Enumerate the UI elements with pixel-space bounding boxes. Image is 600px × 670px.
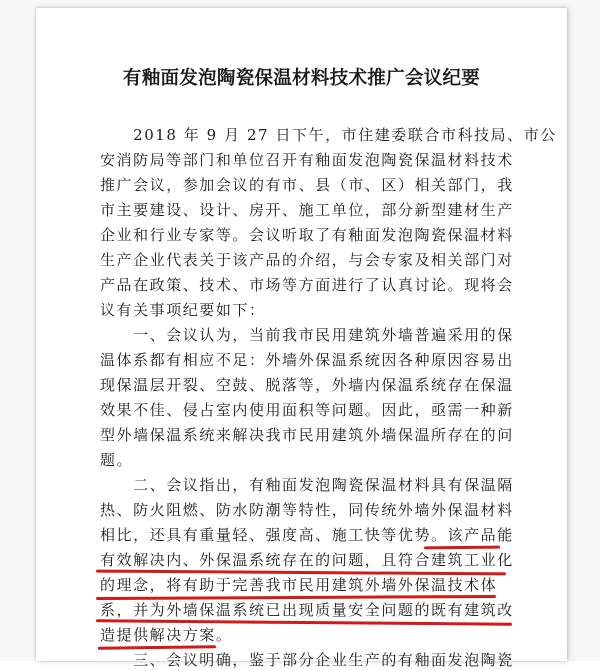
document-title: 有釉面发泡陶瓷保温材料技术推广会议纪要 (122, 68, 481, 89)
paragraph-line: 2018 年 9 月 27 日下午，市住建委联合市科技局、市公 (100, 126, 557, 144)
paragraph-line: 有效解决内、外保温系统存在的问题，且符合建筑工业化 (100, 551, 514, 569)
paragraph-line: 的理念，将有助于完善我市民用建筑外墙外保温技术体 (100, 576, 498, 594)
document-page (36, 8, 567, 669)
paragraph-line: 议有关事项纪要如下： (100, 301, 266, 319)
paragraph-line: 市主要建设、设计、房开、施工单位，部分新型建材生产 (100, 201, 514, 219)
paragraph-line: 推广会议，参加会议的有市、县（市、区）相关部门，我 (100, 176, 514, 194)
paragraph-line: 系，并为外墙保温系统已出现质量安全问题的既有建筑改 (100, 601, 514, 619)
paragraph-line: 安消防局等部门和单位召开有釉面发泡陶瓷保温材料技术 (100, 151, 514, 169)
highlight-underline (424, 546, 500, 550)
paragraph-line: 三、会议明确，鉴于部分企业生产的有釉面发泡陶瓷 (100, 651, 514, 669)
paragraph-line: 生产企业代表关于该产品的介绍，与会专家及相关部门对 (100, 251, 514, 269)
paragraph-line: 温体系都有相应不足：外墙外保温系统因各种原因容易出 (100, 351, 514, 369)
paragraph-line: 现保温层开裂、空鼓、脱落等，外墙内保温系统存在保温 (100, 376, 514, 394)
paragraph-line: 企业和行业专家等。会议听取了有釉面发泡陶瓷保温材料 (100, 226, 514, 244)
paragraph-line: 造提供解决方案。 (100, 626, 233, 644)
paragraph-line: 题。 (100, 451, 134, 469)
paragraph-line: 效果不佳、侵占室内使用面积等问题。因此，亟需一种新 (100, 401, 514, 419)
paragraph-line: 二、会议指出，有釉面发泡陶瓷保温材料具有保温隔 (100, 476, 514, 494)
paragraph-line: 相比，还具有重量轻、强度高、施工快等优势。该产品能 (100, 526, 514, 544)
paragraph-line: 一、会议认为，当前我市民用建筑外墙普遍采用的保 (100, 326, 514, 344)
paragraph-line: 热、防火阻燃、防水防潮等特性，同传统外墙外保温材料 (100, 501, 514, 519)
paragraph-line: 型外墙保温系统来解决我市民用建筑外墙保温所存在的问 (100, 426, 514, 444)
paragraph-line: 产品在政策、技术、市场等方面进行了认真讨论。现将会 (100, 276, 514, 294)
